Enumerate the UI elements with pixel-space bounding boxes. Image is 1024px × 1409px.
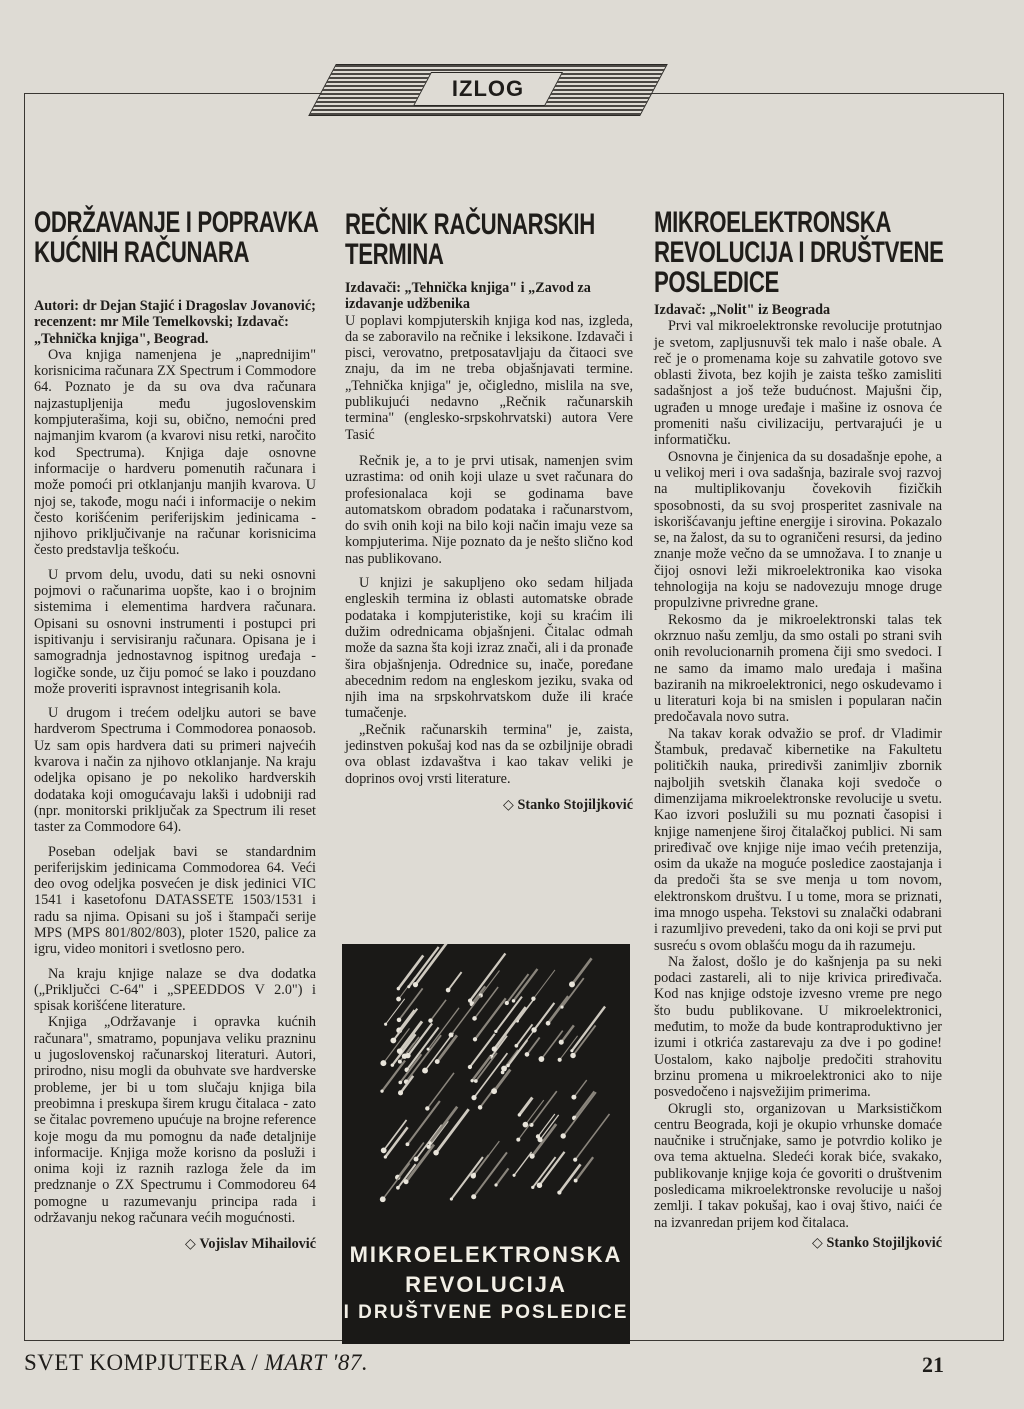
cover-node <box>381 1147 387 1153</box>
cover-title-line: MIKROELEKTRONSKA <box>349 1242 623 1267</box>
cover-circuit-art <box>342 944 630 1244</box>
cover-node <box>569 981 575 987</box>
cover-trace <box>507 974 529 1003</box>
cover-trace <box>561 1025 574 1042</box>
article-paragraph: Knjiga „Održavanje i opravka kućnih računara", smatramo, popunjava veliku prazninu u jugoslovenskoj računarskoj literaturi. Autori, prirodno, nisu mogli da obuhvate sve hardverske probleme, jer bi u tom slučaju knjiga bila preobimna i preskupa širem krugu čitalaca - zato se čitalac povremeno upućuje na brojne reference koje mogu da mu pomognu da nađe detaljnije informacije. Knjiga može korisno da posluži i onima koji iz raznih razloga žele da im predznanje o ZX Spectrumu i Commodoreu 64 pomogne u razumevanju principa rada i održavanju nekog računara većih mogućnosti. <box>34 1014 316 1227</box>
diamond-icon: ◇ <box>812 1234 827 1251</box>
cover-node <box>450 1197 453 1200</box>
cover-trace <box>399 1010 414 1030</box>
cover-node <box>560 1006 563 1009</box>
article-title-line: REVOLUCIJA I DRUŠTVENE <box>654 236 944 269</box>
cover-trace <box>470 953 505 1000</box>
diamond-icon: ◇ <box>185 1236 200 1253</box>
cover-trace <box>573 1025 596 1055</box>
cover-node <box>473 1037 477 1041</box>
cover-node <box>525 1052 530 1057</box>
cover-node <box>397 1048 403 1054</box>
cover-node <box>380 1196 386 1202</box>
article-author: Stanko Stojiljković <box>517 796 633 813</box>
cover-node <box>505 1001 509 1005</box>
article-meta: Izdavači: „Tehnička knjiga" i „Zavod za izdavanje udžbenika <box>345 280 591 313</box>
cover-trace <box>476 1053 497 1081</box>
cover-trace <box>406 1035 441 1082</box>
cover-node <box>539 1056 545 1062</box>
footer-magazine-name <box>24 1350 368 1376</box>
cover-trace <box>517 999 534 1021</box>
article-title-line: TERMINA <box>345 238 444 271</box>
article-meta: Izdavač: „Nolit" iz Beograda <box>654 302 831 318</box>
cover-trace <box>533 1157 556 1187</box>
cover-trace <box>491 1036 507 1057</box>
cover-trace <box>513 969 537 1001</box>
cover-node <box>468 1065 472 1069</box>
cover-trace <box>428 1008 459 1049</box>
cover-node <box>446 988 451 993</box>
article-author: Vojislav Mihailović <box>199 1236 316 1253</box>
cover-node <box>474 1079 478 1083</box>
cover-node <box>406 1142 410 1146</box>
cover-trace <box>475 998 506 1039</box>
article-paragraph: U drugom i trećem odeljku autori se bave hardverom Spectruma i Commodorea ponaosob. Uz sam opis hardvera dati su primeri najvećih kvarova i način za njihovo otklanjanje. Na kraju odeljka opisano je po nekoliko hardverskih dodataka koji omogućavaju lakši i udobniji rad (npr. monitorski priključak za Spectrum ili reset taster za Commodore 64). <box>34 705 316 836</box>
article-paragraph: U poplavi kompjuterskih knjiga kod nas, izgleda, da se zaboravilo na rečnike i leksikone. Izdavači i pisci, verovatno, pretposatavljaju da čitaoci sve znaju, da im ne treba objašnjavati termine. „Tehnička knjiga" je, očigledno, mislila na sve, publikujući nedavno „Rečnik računarskih termina" (englesko-srpskohrvatski) autora Vere Tasić <box>345 312 633 443</box>
article-paragraph: Na žalost, došlo je do kašnjenja pa su neki podaci zastareli, ali to nije krivica priređivača. Kod nas knjige odstoje izvesno vreme pre nego što budu publikovane. U mikroelektronici, međutim, to može da bude kontraproduktivno jer izumi i otkrića zastarevaju za dve i po godine! Uostalom, kako najbolje predočiti strahovitu brzinu promena u mikroelektronici ako to nije posvedočeno i najsvežijim primerima. <box>654 953 942 1101</box>
cover-node <box>492 1046 497 1051</box>
cover-node <box>571 1095 576 1100</box>
cover-node <box>468 999 472 1003</box>
article-title-line: POSLEDICE <box>654 266 779 299</box>
cover-trace <box>431 1000 447 1021</box>
cover-node <box>516 1138 520 1142</box>
cover-trace <box>448 972 461 990</box>
cover-trace <box>519 1098 532 1115</box>
article-signature <box>345 797 633 813</box>
article-signature <box>34 1236 316 1252</box>
cover-node <box>470 1079 473 1082</box>
cover-node <box>491 1088 497 1094</box>
cover-node <box>398 1081 402 1085</box>
section-header-text: IZLOG <box>451 76 525 101</box>
cover-node <box>405 1053 410 1058</box>
header-label-box <box>413 72 563 106</box>
cover-node <box>433 1150 439 1156</box>
cover-node <box>561 1133 566 1138</box>
cover-node <box>422 1068 428 1074</box>
cover-node <box>531 1027 536 1032</box>
cover-node <box>478 1105 483 1110</box>
cover-trace <box>474 1152 507 1196</box>
cover-trace <box>451 1157 483 1199</box>
cover-node <box>557 1190 561 1194</box>
cover-trace <box>430 1107 457 1143</box>
article-mikroelektronska <box>654 208 942 1251</box>
cover-node <box>414 1157 419 1162</box>
cover-trace <box>427 1073 454 1109</box>
cover-node <box>427 1048 430 1051</box>
cover-node <box>530 1154 535 1159</box>
cover-trace <box>533 970 555 999</box>
article-title-line: ODRŽAVANJE I POPRAVKA <box>34 206 319 239</box>
article-paragraph: U prvom delu, uvodu, dati su neki osnovni pojmovi o računarima uopšte, kao i o brojnim sistemima i elementima hardvera računara. Opisani su osnovni instrumenti i postupci pri ispitivanju i servisiranju računara. Opisana je i samogradnja jednostavnog ispitnog uređaja - logičke sonde, uz čiju pomoć se lako i pouzdano može proveriti ispravnost integrisanih kola. <box>34 566 316 697</box>
cover-node <box>513 1174 516 1177</box>
cover-trace <box>540 1115 559 1140</box>
cover-node <box>512 999 515 1002</box>
cover-node <box>501 1066 507 1072</box>
cover-node <box>428 1141 431 1144</box>
cover-node <box>380 1090 383 1093</box>
cover-trace <box>385 1127 407 1157</box>
article-paragraph: Poseban odeljak bavi se standardnim periferijskim jedinicama Commodorea 64. Veći deo ovog odeljka posvećen je disk jedinici VIC 1541 i kasetofonu DATASSETE 1503/1531 i radu sa njima. Opisani su još i štampači serije MPS (MPS 801/802/803), ploter 1520, palice za igru, video monitori i svetlosno pero. <box>34 843 316 958</box>
cover-node <box>396 1186 400 1190</box>
article-paragraph: Rekosmo da je mikroelektronski talas tek okrznuo našu zemlju, da smo ostali po strani svih onih revolucionarnih promena čiji smo svedoci. I ne samo da imamo malo uređaja i mašina baziranih na mikroelektronici, nego oskudevamo i u literaturi koja bi na smislen i popularan način predočavala novo sutra. <box>654 611 942 726</box>
article-title-line: MIKROELEKTRONSKA <box>654 206 892 239</box>
cover-node <box>494 1030 497 1033</box>
cover-trace <box>527 1037 540 1054</box>
cover-node <box>506 1064 509 1067</box>
article-paragraph: Na takav korak odvažio se prof. dr Vladimir Štambuk, predavač kibernetike na Fakultetu političkih nauka, priredivši zanimljiv zbornik najboljih svetskih članaka koji svedoče o dimenzijama mikroelektronske revolucije u svetu. Kao izvori poslužili su mu poznati časopisi i knjige namenjene široj čitalačkoj publici. Ni sam priređivač ove knjige nije imao većih pretenzija, osim da ukaže na moguće posledice zaostajanja i da predoči šta se sve menja u tom novom, elektronskom društvu. I u tome, mora se priznati, ima mnogo uspeha. Tekstovi su znalački odabrani i razumljivo prevedeni, tako da oni koji se prvi put susreću s ovom oblašću mogu da ih razumeju. <box>654 725 942 954</box>
article-recnik <box>345 210 633 813</box>
article-paragraph: Prvi val mikroelektronske revolucije protutnjao je svetom, zapljusnuvši tek malo i naše obale. A reč je o promenama koje su zahvatile gotovo sve oblasti života, bez kojih je zaista teško zamisliti sadašnjost a još teže budućnost. Majušni čip, ugrađen u mnoge uređaje i mašine iz osnova će promeniti našu civilizaciju, pertvarajući je u informatičku. <box>654 318 942 449</box>
article-paragraph: Ova knjiga namenjena je „naprednijim" korisnicima računara ZX Spectrum i Commodore 64. Poznato je da su ova dva računara najzastupljenija među jugoslovenskim kompjuterašima, koji su, obično, nemoćni pred najmanjim kvarom (a kvarovi nisu retki, naročito kod Spectruma). Knjiga daje osnovne informacije o hardveru pomenutih računara i može pomoći pri otklanjanju manjih kvarova. U njoj se, takođe, mogu naći i informacije o nekim često korišćenim periferijskim jedinicama - njihovo priključivanje na računar korisnicima često predstavlja teškoću. <box>34 346 316 559</box>
footer-title: SVET KOMPJUTERA / <box>24 1350 259 1375</box>
cover-trace <box>572 1007 605 1051</box>
cover-trace <box>541 1031 562 1059</box>
cover-node <box>404 1179 409 1184</box>
cover-node <box>518 1113 521 1116</box>
cover-node <box>573 1158 577 1162</box>
article-title-block <box>345 210 633 280</box>
cover-node <box>531 996 535 1000</box>
cover-node <box>472 1016 477 1021</box>
article-odrzavanje <box>34 206 319 1253</box>
cover-node <box>515 1044 519 1048</box>
article-title-line: KUĆNIH RAČUNARA <box>34 236 250 269</box>
cover-trace <box>504 1050 518 1069</box>
cover-node <box>413 982 418 987</box>
cover-trace <box>575 1114 609 1160</box>
page-number: 21 <box>922 1352 944 1377</box>
cover-node <box>570 1053 576 1059</box>
cover-node <box>546 1021 551 1026</box>
cover-node <box>397 987 400 990</box>
cover-node <box>471 1095 476 1100</box>
cover-title-line: I DRUŠTVENE POSLEDICE <box>343 1302 629 1323</box>
cover-trace <box>514 1152 532 1175</box>
cover-node <box>449 1033 454 1038</box>
article-title-block <box>34 206 319 298</box>
cover-trace <box>574 1091 594 1118</box>
cover-trace <box>496 997 522 1032</box>
cover-trace <box>538 1114 555 1136</box>
cover-trace <box>531 1091 556 1125</box>
cover-node <box>407 985 410 988</box>
cover-trace <box>539 1152 564 1185</box>
article-meta: Autori: dr Dejan Stajić i Dragoslav Jovanović; recenzent: mr Mile Temelkovski; Izdavač: „Tehnička knjiga", Beograd. <box>34 298 316 347</box>
cover-node <box>397 1018 402 1023</box>
cover-node <box>559 1040 564 1045</box>
cover-node <box>471 1194 476 1199</box>
cover-node <box>384 1023 387 1026</box>
cover-node <box>380 1060 386 1066</box>
cover-trace <box>406 1145 434 1182</box>
diamond-icon: ◇ <box>503 796 518 813</box>
article-signature <box>654 1235 942 1251</box>
cover-node <box>537 1183 542 1188</box>
article-paragraph: Okrugli sto, organizovan u Marksističkom centru Beograda, koji je okupio vrhunske domaće naučnike i stručnjake, samo je potvrdio koliko je ova tema aktuelna. Sledeći korak biće, svakako, publikovanje knjige koja će govoriti o društvenim posledicama mikroelektronske revolucije u našoj zemlji. I takav pokušaj, kao i ovaj štivo, naići će na izvanredan prijem kod čitalaca. <box>654 1100 942 1231</box>
cover-trace <box>548 996 568 1023</box>
article-author: Stanko Stojiljković <box>826 1234 942 1251</box>
cover-node <box>558 1058 562 1062</box>
cover-trace <box>386 999 405 1024</box>
cover-node <box>398 1090 403 1095</box>
cover-node <box>494 1183 497 1186</box>
section-header <box>322 64 652 114</box>
article-title-line: REČNIK RAČUNARSKIH <box>345 208 595 241</box>
cover-node <box>398 1060 402 1064</box>
article-title-block <box>654 208 942 302</box>
cover-title-line: REVOLUCIJA <box>405 1272 567 1297</box>
cover-node <box>570 1049 573 1052</box>
cover-node <box>536 1134 540 1138</box>
cover-node <box>435 1059 440 1064</box>
cover-trace <box>496 1168 508 1185</box>
cover-node <box>531 1186 534 1189</box>
footer-issue: MART '87. <box>264 1350 369 1375</box>
cover-node <box>391 1063 394 1066</box>
cover-node <box>472 1173 476 1177</box>
cover-trace <box>534 1003 554 1030</box>
article-paragraph: Osnovna je činjenica da su dosadašnje epohe, a u velikoj meri i ova sadašnja, bazirale svoj razvoj na multiplikovanju čovekovih fizičkih sposobnosti, da su svoj prosperitet zasnivale na iskorišćavanju jeftine energije i sirovina. Pokazalo se, na žalost, da su to ograničeni resursi, da jedino znanje može večno da se umnožava. I to znanje u čijoj osnovi leži mikroelektronika kao visoka tehnologija na koju se nadovezuju mnoge druge propulzivne privredne grane. <box>654 448 942 612</box>
cover-node <box>384 1155 387 1158</box>
article-paragraph: „Rečnik računarskih termina" je, zaista, jedinstven pokušaj kod nas da se ozbiljnije obradi ova oblast izdavaštva i kao takav veliki je doprinos ovoj vrsti literature. <box>345 721 633 787</box>
book-cover-image <box>342 944 630 1344</box>
article-paragraph: Rečnik je, a to je prvi utisak, namenjen svim uzrastima: od onih koji ulaze u svet računara do profesionalaca koji se godinama bave automatskom obradom podataka i računarstvom, do svih onih koji na bilo koji način imaju veze sa kompjuterima. Nije poznato da je nešto slično kod nas publikovano. <box>345 452 633 567</box>
cover-node <box>425 1106 429 1110</box>
cover-trace <box>437 1035 457 1061</box>
cover-node <box>428 1018 432 1022</box>
cover-node <box>396 997 401 1002</box>
cover-node <box>390 1038 396 1044</box>
cover-trace <box>574 1080 587 1097</box>
cover-node <box>574 1179 578 1183</box>
article-paragraph: U knjizi je sakupljeno oko sedam hiljada engleskih termina iz oblasti automatske obrade podataka i kompjuteristike, koji su kraćim ili dužim odrednicama objašnjeni. Čitalac odmah može da sazna šta koji izraz znači, ali i da pronađe šira objašnjenja. Odrednice su, inače, poređane abecednim redom na engleskom jeziku, svaka od njih ima na srpskohrvatskom duže ili kraće tumačenje. <box>345 575 633 722</box>
cover-trace <box>415 944 447 985</box>
article-paragraph: Na kraju knjige nalaze se dva dodatka („Priključci C-64" i „SPEEDDOS V 2.0") i spisak korišćene literature. <box>34 965 316 1015</box>
cover-trace <box>563 1092 596 1136</box>
